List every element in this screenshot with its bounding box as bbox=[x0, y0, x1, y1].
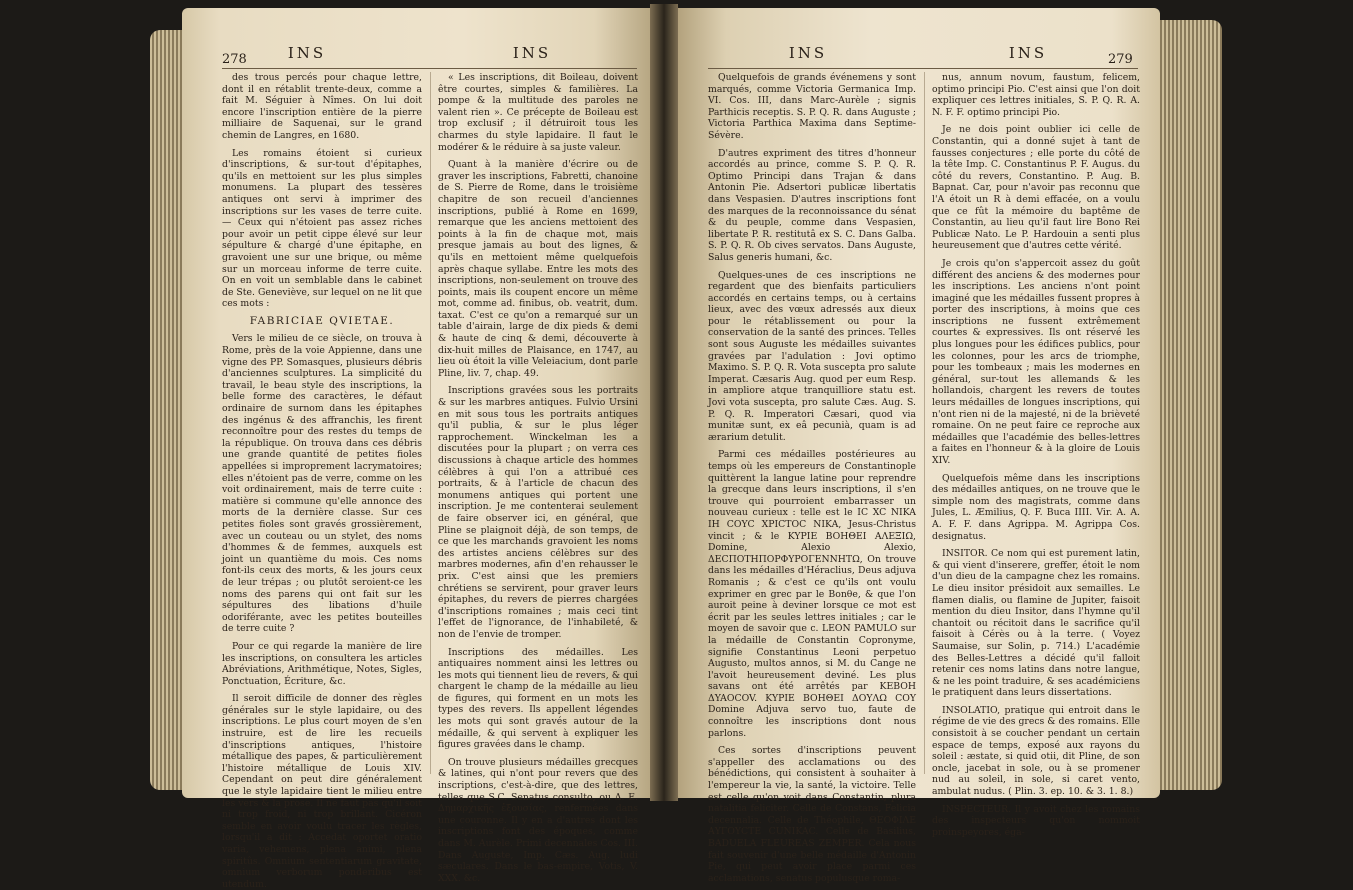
left-page-number: 278 bbox=[222, 52, 247, 67]
paragraph: des trous percés pour chaque lettre, dont il en rétablit trente-deux, comme a fait M. Séguier à Nîmes. On lui doit encore l'inscription entière de la pierre milliaire de Saquenai, sur le grand chemin de Langres, en 1680. bbox=[222, 72, 422, 141]
paragraph: Quant à la manière d'écrire ou de graver les inscriptions, Fabretti, chanoine de S. Pierre de Rome, dans le troisième chapitre de son recueil d'anciennes inscriptions, publié à Rome en 1699, remarque que les anciens mettoient des points à la fin de chaque mot, mais presque jamais au bout des lignes, & qu'ils en mettoient même quelquefois après chaque syllabe. Entre les mots des inscriptions, non-seulement on trouve des points, mais ils coupent encore un même mot, comme ad. finibus, ob. veatrit, dum. taxat. C'est ce qu'on a remarqué sur un table d'airain, large de dix pieds & demi & haute de cinq & demi, découverte à dix-huit milles de Plaisance, en 1747, au lieu où étoit la ville Veleiacium, dont parle Pline, liv. 7, chap. 49. bbox=[438, 159, 638, 379]
paragraph: Parmi ces médailles postérieures au temps où les empereurs de Constantinople quittèrent la langue latine pour reprendre la grecque dans leurs inscriptions, il s'en trouve qui pourroient embarrasser un nouveau curieux : telle est le IC XC NIKA IH COYC XPICTOC NIKA, Jesus-Christus vincit ; & le KYPIE BOHΘEI AΛEΞIΩ, Domine, Alexio Alexio, ΔECΠOTHΠOPΦYPOΓENNHTΩ, On trouve dans les médailles d'Héraclius, Deus adjuva Romanis ; & c'est ce qu'ils ont voulu exprimer en grec par le Bonθe, & que l'on auroit peine à deviner lorsque ce mot est écrit par les seules lettres initiales ; car le moyen de savoir que c. LEON PAMULO sur la médaille de Constantin Copronyme, signifie Constantinus Leoni perpetuo Augusto, multos annos, si M. du Cange ne l'avoit heureusement deviné. Les plus savans ont été arrêtés par KEBOH ΔYAOCOV. KYPIE BOHΘEI ΔOYΛΩ COY Domine Adjuva servo tuo, faute de connoître les inscriptions dont nous parlons. bbox=[708, 449, 916, 739]
paragraph: INSPECTEUR. Il y avoit chez les romains des inspecteurs qu'on nommoit proinspeyores, éga- bbox=[932, 803, 1140, 838]
paragraph: D'autres expriment des titres d'honneur accordés au prince, comme S. P. Q. R. Optimo Principi dans Trajan & dans Antonin Pie. Adsertori publicæ libertatis dans Vespasien. D'autres inscriptions font des marques de la reconnoissance du sénat & du peuple, comme dans Vespasien, libertate P. R. restitutâ ex S. C. Dans Galba. S. P. Q. R. Ob cives servatos. Dans Auguste, Salus generis humani, &c. bbox=[708, 147, 916, 263]
left-page bbox=[182, 8, 650, 890]
paragraph: Inscriptions des médailles. Les antiquaires nomment ainsi les lettres ou les mots qui tiennent lieu de revers, & qui chargent le champ de la médaille au lieu de figures, qui forment en un mots les types des revers. Ils appellent légendes les mots qui sont gravés autour de la médaille, & qui servent à expliquer les figures gravées dans le champ. bbox=[438, 646, 638, 751]
right-col2-head: INS bbox=[1008, 44, 1048, 62]
paragraph: INSOLATIO, pratique qui entroit dans le régime de vie des grecs & des romains. Elle consistoit à se coucher pendant un certain espace de temps, exposé aux rayons du soleil : æstate, si quid otii, dit Pline, de son oncle, jacebat in sole, ou à se promener nud au soleil, in sole, si caret vento, ambulat nudus. ( Plin. 3. ep. 10. & 3. 1. 8.) bbox=[932, 704, 1140, 798]
right-column-2 bbox=[932, 72, 1140, 838]
paragraph: Ces sortes d'inscriptions peuvent s'appeller des acclamations ou des bénédictions, qui consistent à souhaiter à l'empereur la vie, la santé, la victoire. Telle est celle qu'on voit dans Constantin, plura natalitia feliciter. Celle de Constans, Felicia decennalia. Celle de Théophile, ΘEOΦIΛE ΑΥΓΟΥCΤΕ CUNIKAC. Celle de Basilius, BADUELA FLEUREAS ZEMPER. Cela nous fait souvenir d'une belle médaille d'Antonin Pie, qui peut avoir place parmi ces acclamations, senatus populusque roma- bbox=[708, 745, 916, 884]
paragraph: « Les inscriptions, dit Boileau, doivent être courtes, simples & familières. La pompe & la multitude des paroles ne valent rien ». Ce précepte de Boileau est trop exclusif ; il détruiroit tous les charmes du style lapidaire. Il faut le modérer & le réduire à sa juste valeur. bbox=[438, 72, 638, 153]
left-col1-head: INS bbox=[287, 44, 327, 62]
left-column-2 bbox=[438, 72, 638, 884]
paragraph: Les romains étoient si curieux d'inscriptions, & sur-tout d'épitaphes, qu'ils en mettoient sur les plus simples monumens. La plupart des tessères antiques ont servi à imprimer des inscriptions sur les vases de terre cuite. — Ceux qui n'étoient pas assez riches pour avoir un petit cippe élevé sur leur sépulture & chargé d'une épitaphe, en gravoient une sur une brique, ou même sur un morceau informe de terre cuite. On en voit un semblable dans le cabinet de Ste. Geneviève, sur lequel on ne lit que ces mots : bbox=[222, 147, 422, 310]
left-column-1 bbox=[222, 72, 422, 890]
right-col1-head: INS bbox=[788, 44, 828, 62]
left-col2-head: INS bbox=[512, 44, 552, 62]
right-running-head bbox=[678, 44, 1160, 66]
paragraph: Vers le milieu de ce siècle, on trouva à Rome, près de la voie Appienne, dans une vigne des PP. Somasques, plusieurs débris d'anciennes sculptures. La simplicité du travail, le beau style des inscriptions, la belle forme des caractères, le défaut ordinaire de surnom dans les épitaphes des ingénus & des affranchis, les firent reconnoître pour des restes du temps de la république. On trouva dans ces débris une grande quantité de petites fioles appellées si improprement lacrymatoires; elles n'étoient pas de verre, comme on les voit ordinairement, mais de terre cuite : matière si commune qu'elle annonce des morts de la dernière classe. Sur ces petites fioles sont gravés grossièrement, avec un couteau ou un stylet, des noms d'hommes & de femmes, auxquels est joint un quantième du mois. Ces noms font-ils ceux des morts, & les jours ceux de leur trépas ; ou plutôt seroient-ce les noms des parens qui ont fait sur les sépultures des libations d'huile odoriférante, avec les petites bouteilles de terre cuite ? bbox=[222, 333, 422, 635]
right-column-divider bbox=[924, 72, 925, 774]
right-page bbox=[678, 8, 1160, 884]
right-page-edges bbox=[1160, 20, 1222, 790]
paragraph: Quelquefois de grands événemens y sont marqués, comme Victoria Germanica Imp. VI. Cos. III, dans Marc-Aurèle ; signis Parthicis receptis. S. P. Q. R. dans Auguste ; Victoria Parthica Maxima dans Septime-Sévère. bbox=[708, 72, 916, 141]
left-running-head bbox=[182, 44, 650, 66]
inscription-heading: FABRICIAE QVIETAE. bbox=[249, 314, 395, 327]
left-page-edges bbox=[150, 30, 182, 790]
paragraph: Je crois qu'on s'appercoit assez du goût différent des anciens & des modernes pour les inscriptions. Les anciens n'ont point imaginé que les médailles fussent propres à porter des inscriptions, à moins que ces inscriptions ne fussent extrêmement courtes & expressives. Ils ont réservé les plus longues pour les édifices publics, pour les colonnes, pour les arcs de triomphe, pour les tombeaux ; mais les modernes en général, sur-tout les allemands & les hollandois, chargent les revers de toutes leurs médailles de longues inscriptions, qui n'ont rien ni de la majesté, ni de la brièveté romaine. On ne peut faire ce reproche aux médailles que l'académie des belles-lettres a faites en l'honneur & à la gloire de Louis XIV. bbox=[932, 257, 1140, 466]
right-page-number: 279 bbox=[1108, 52, 1133, 67]
paragraph: Il seroit difficile de donner des règles générales sur le style lapidaire, ou des inscriptions. Le plus court moyen de s'en instruire, est de lire les recueils d'inscriptions antiques, l'histoire métallique des papes, & particulièrement l'histoire métallique de Louis XIV. Cependant on peut dire généralement que le style lapidaire tient le milieu entre les vers & la prose. Il ne faut pas qu'il soit ni trop froid, ni trop brillant. Cicéron semble en avoir voulu tracer les règles, lorsqu'il a dit : Accedat oportet oratio varia, vehemens, plena animi, plena spiritûs. Omnium sententiarum gravitate, omnium verborum ponderibus est utendum. bbox=[222, 693, 422, 890]
paragraph: nus, annum novum, faustum, felicem, optimo principi Pio. C'est ainsi que l'on doit expliquer ces lettres initiales, S. P. Q. R. A. N. F. F. optimo principi Pio. bbox=[932, 72, 1140, 118]
left-head-rule bbox=[222, 68, 637, 69]
right-column-1 bbox=[708, 72, 916, 884]
paragraph: Quelques-unes de ces inscriptions ne regardent que des bienfaits particuliers accordés en certains temps, ou à certains lieux, avec des vœux adressés aux dieux pour le rétablissement ou pour la conservation de la santé des princes. Telles sont sous Auguste les médailles suivantes gravées par l'adulation : Jovi optimo Maximo. S. P. Q. R. Vota suscepta pro salute Imperat. Cæsaris Aug. quod per eum Resp. in ampliore atque tranquilliore statu est. Jovi vota suscepta, pro salute Cæs. Aug. S. P. Q. R. Imperatori Cæsari, quod via munitæ sunt, ex eâ pecunià, quam is ad ærarium detulit. bbox=[708, 269, 916, 443]
paragraph: Je ne dois point oublier ici celle de Constantin, qui a donné sujet à tant de fausses conjectures ; elle porte du côté de la tête Imp. C. Constantinus P. F. Augus. du côté du revers, Constantino. P. Aug. B. Bapnat. Car, pour n'avoir pas reconnu que l'A étoit un R à demi effacée, on a voulu que ce fût la mémoire du baptême de Constantin, au lieu qu'il faut lire Bono Rei Publicæ Nato. Le P. Hardouin a senti plus heureusement que d'autres cette vérité. bbox=[932, 124, 1140, 252]
book-gutter bbox=[650, 4, 678, 801]
paragraph: Pour ce qui regarde la manière de lire les inscriptions, on consultera les articles Abréviations, Arithmétique, Notes, Sigles, Ponctuation, Écriture, &c. bbox=[222, 640, 422, 687]
left-column-divider bbox=[430, 72, 431, 774]
paragraph: On trouve plusieurs médailles grecques & latines, qui n'ont pour revers que des inscriptions, c'est-à-dire, que des lettres, telles que S.C. Senatus consulto, ou Δ. E. Δημαρχικῆς ἐξουσίας, renfermées dans une couronne. Il y en a d'autres dont les inscriptions font des époques, comme dans M. Aurèle. Primi decennales Cos. III. Dans Auguste, Imp. Cæs. Aug. ludi sæculares. Dans le bas-empire, Votis, V. XXX. &c. bbox=[438, 756, 638, 884]
paragraph: INSITOR. Ce nom qui est purement latin, & qui vient d'inserere, greffer, étoit le nom d'un dieu de la campagne chez les romains. Le dieu insitor présidoit aux semailles. Le flamen dialis, ou flamine de Jupiter, faisoit mention du dieu Insitor, dans l'hymne qu'il chantoit ou récitoit dans le sacrifice qu'il faisoit à Cérès ou à la terre. ( Voyez Saumaise, sur Solin, p. 714.) L'académie des Belles-Lettres a décidé qu'il falloit retenir ces noms latins dans notre langue, & ne les point traduire, & ses académiciens le pratiquent dans leurs dissertations. bbox=[932, 548, 1140, 699]
paragraph: Inscriptions gravées sous les portraits & sur les marbres antiques. Fulvio Ursini en mit sous tous les portraits antiques qu'il publia, & sur le plus léger rapprochement. Winckelman les a discutées pour la plupart ; on verra ces discussions à chaque article des hommes célèbres à qui l'on a attribué ces portraits, & à l'article de chacun des monumens antiques qui portent une inscription. Je me contenterai seulement de faire observer ici, en général, que Pline se plaignoit déjà, de son temps, de ce que les marchands gravoient les noms des artistes anciens célèbres sur des marbres modernes, afin d'en rehausser le prix. C'est ainsi que les premiers chrétiens se servirent, pour graver leurs épitaphes, du revers de pierres chargées d'inscriptions romaines ; mais ceci tint l'effet de l'ignorance, de l'inhabileté, & non de l'envie de tromper. bbox=[438, 385, 638, 640]
right-head-rule bbox=[708, 68, 1138, 69]
paragraph: Quelquefois même dans les inscriptions des médailles antiques, on ne trouve que le simple nom des magistrats, comme dans Jules, L. Æmilius, Q. F. Buca IIII. Vir. A. A. A. F. F. dans Agrippa. M. Agrippa Cos. designatus. bbox=[932, 472, 1140, 542]
